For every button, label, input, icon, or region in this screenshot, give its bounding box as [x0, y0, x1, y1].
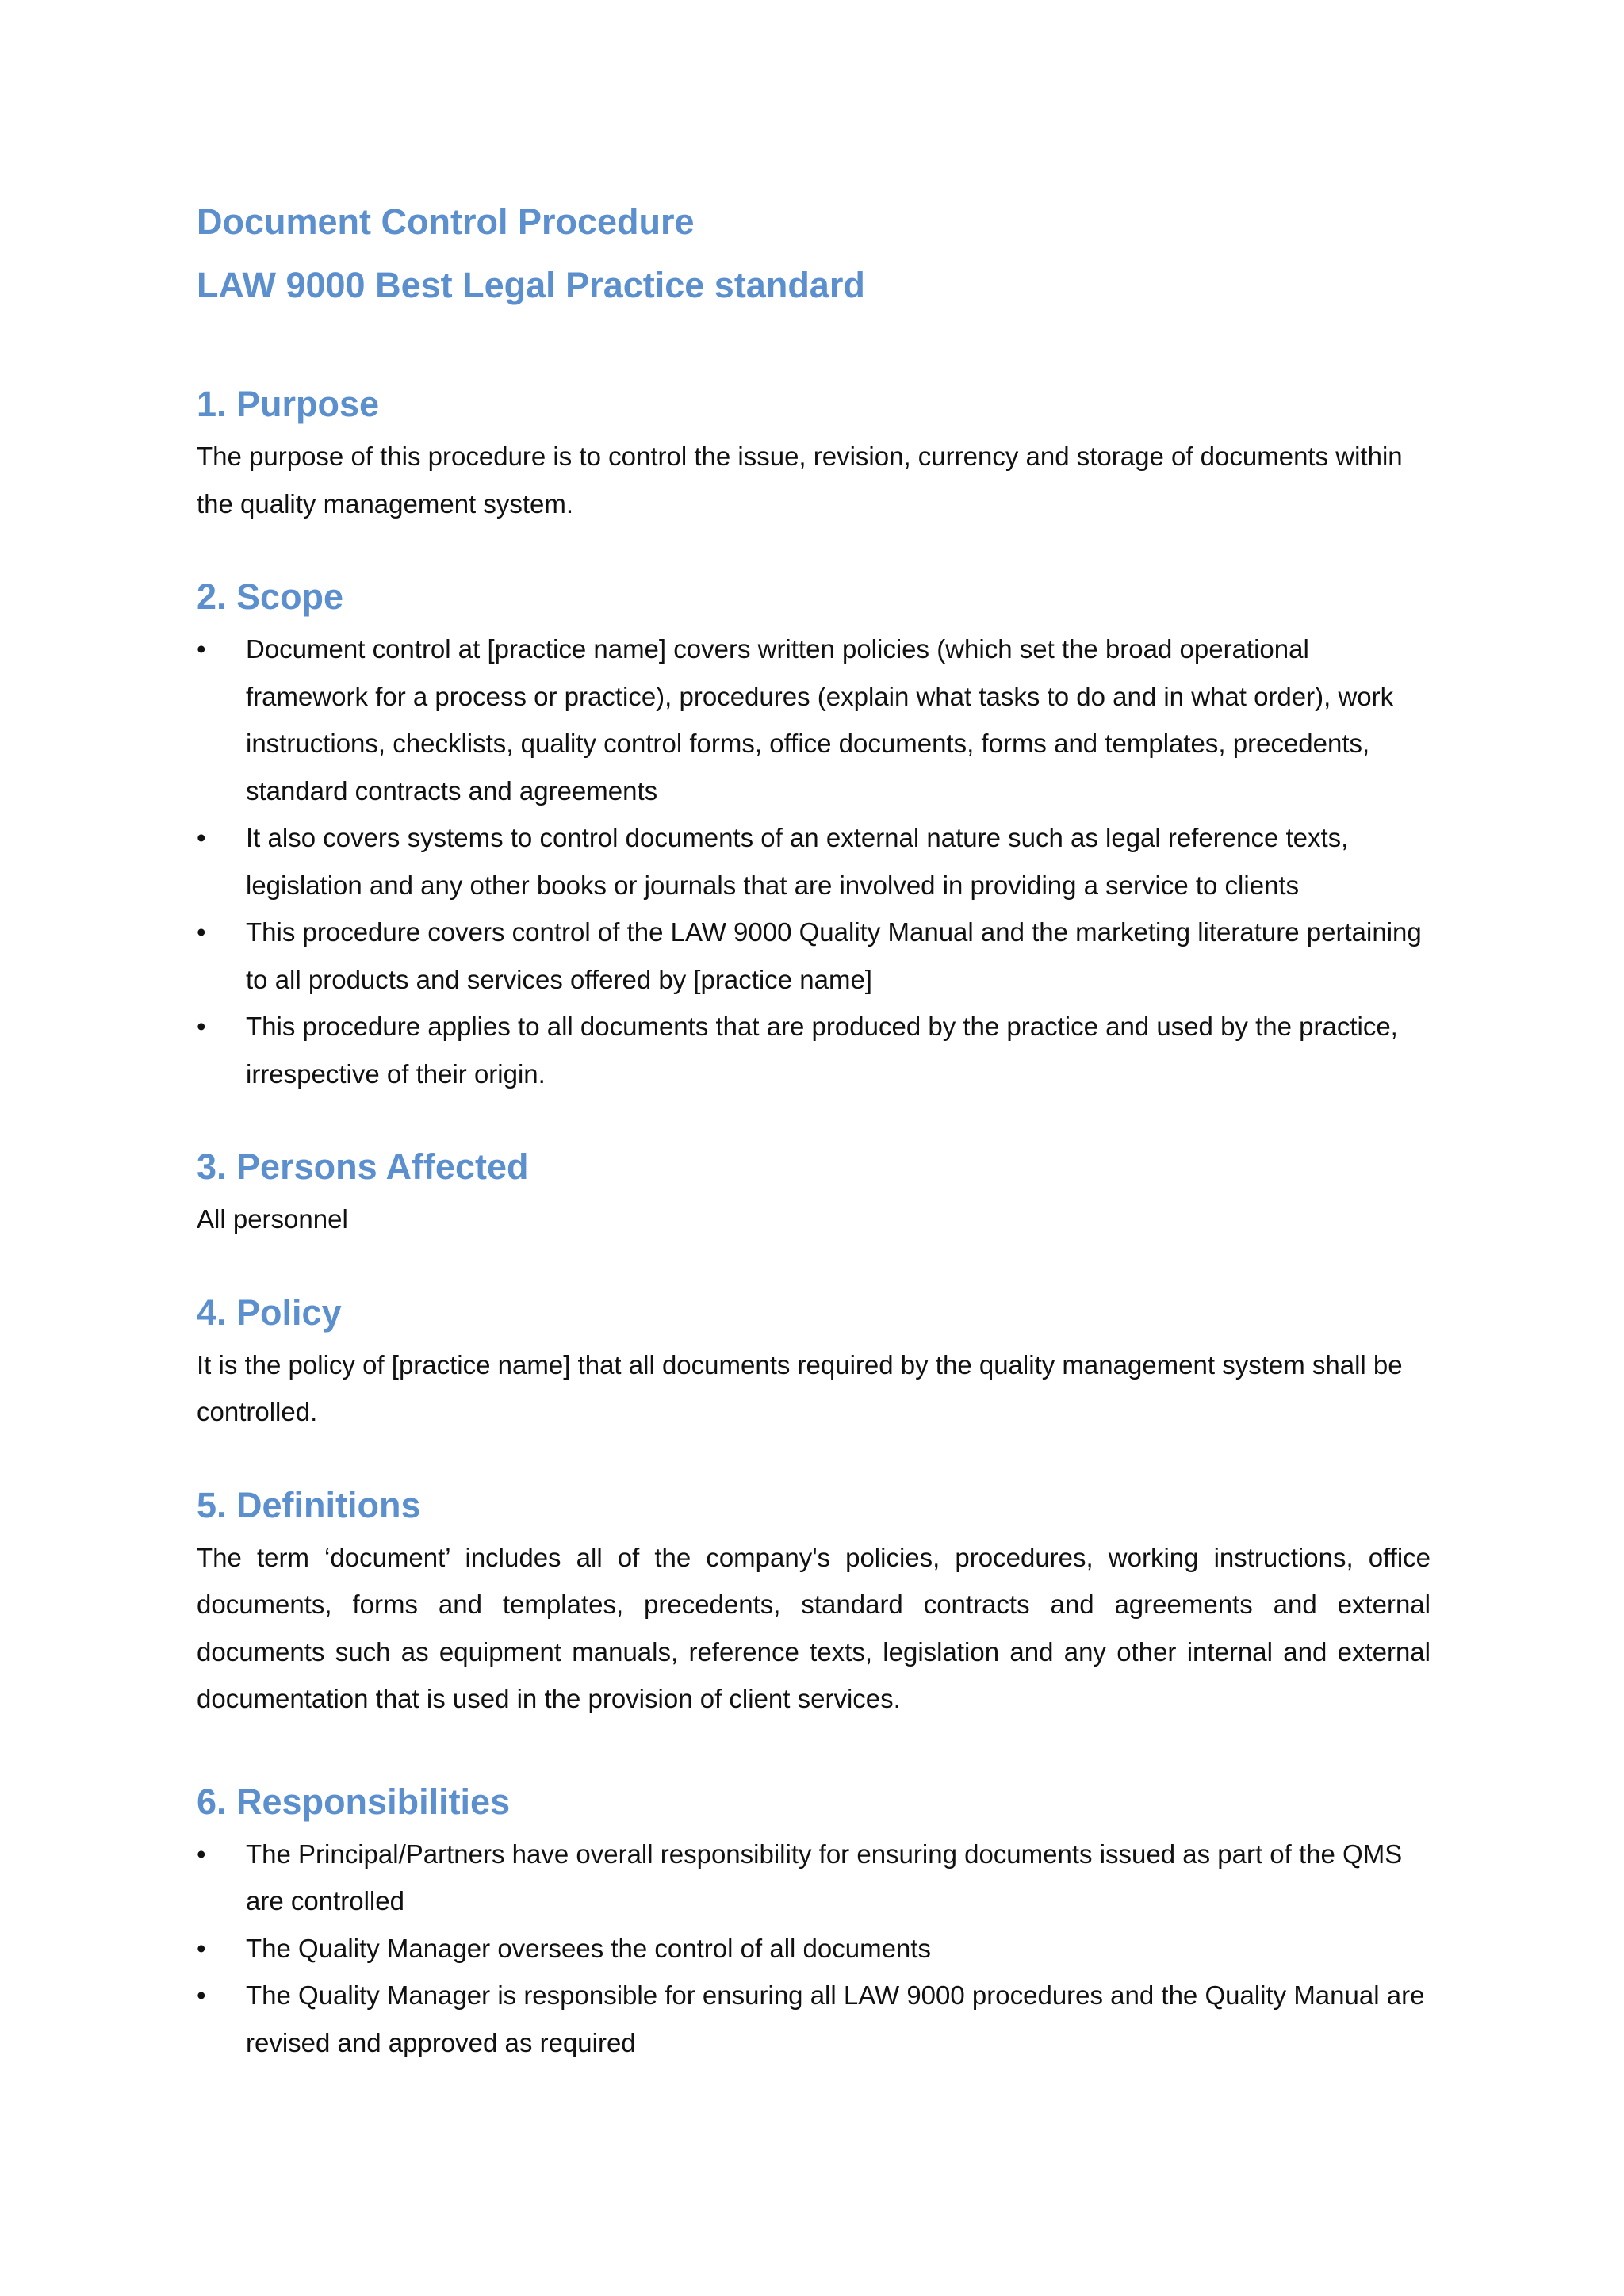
list-item — [197, 1925, 1431, 1973]
list-item — [197, 1972, 1431, 2066]
list-item-text: The Quality Manager is responsible for ensuring all LAW 9000 procedures and the Quality Manual are revised and approved as required — [246, 1980, 1425, 2057]
list-item-text: The Quality Manager oversees the control of all documents — [246, 1933, 931, 1963]
section-policy — [197, 1289, 1431, 1436]
section-body: It is the policy of [practice name] that all documents required by the quality management system shall be controlled. — [197, 1349, 1403, 1426]
section-definitions — [197, 1482, 1431, 1723]
document-title-line-2: LAW 9000 Best Legal Practice standard — [197, 265, 865, 305]
section-heading: 4. Policy — [197, 1292, 342, 1333]
list-item — [197, 626, 1431, 814]
section-body: The term ‘document’ includes all of the company's policies, procedures, working instructions, office documents, forms and templates, precedents, standard contracts and agreements and external documents such as equipment manuals, reference texts, legislation and any other internal and external documentation that is used in the provision of client services. — [197, 1542, 1431, 1713]
bullet-list — [197, 626, 1431, 1097]
section-body: All personnel — [197, 1204, 348, 1234]
section-purpose — [197, 381, 1431, 527]
list-item-text: It also covers systems to control documents of an external nature such as legal reference texts, legislation and any other books or journals that are involved in providing a service to clients — [246, 823, 1349, 900]
bullet-icon: • — [197, 634, 206, 664]
bullet-icon: • — [197, 1839, 206, 1869]
list-item-text: This procedure applies to all documents that are produced by the practice and used by the practice, irrespective of their origin. — [246, 1012, 1398, 1089]
list-item-text: The Principal/Partners have overall responsibility for ensuring documents issued as part of the QMS are controlled — [246, 1839, 1403, 1915]
section-persons-affected — [197, 1143, 1431, 1243]
section-heading: 2. Scope — [197, 576, 344, 617]
bullet-list — [197, 1831, 1431, 2067]
section-heading: 6. Responsibilities — [197, 1781, 511, 1822]
section-heading: 5. Definitions — [197, 1484, 421, 1525]
list-item-text: Document control at [practice name] covers written policies (which set the broad operational framework for a process or practice), procedures (explain what tasks to do and in what order), work instructions, checklists, quality control forms, office documents, forms and templates, precedents, standard contracts and agreements — [246, 634, 1394, 806]
bullet-icon: • — [197, 917, 206, 947]
section-scope — [197, 573, 1431, 1097]
list-item — [197, 909, 1431, 1003]
list-item — [197, 814, 1431, 909]
list-item — [197, 1831, 1431, 1925]
section-responsibilities — [197, 1778, 1431, 2067]
section-body: The purpose of this procedure is to control the issue, revision, currency and storage of documents within the quality management system. — [197, 442, 1403, 519]
section-heading: 3. Persons Affected — [197, 1146, 529, 1187]
list-item-text: This procedure covers control of the LAW 9000 Quality Manual and the marketing literature pertaining to all products and services offered by [practice name] — [246, 917, 1422, 994]
bullet-icon: • — [197, 1933, 206, 1963]
list-item — [197, 1003, 1431, 1097]
document-title-line-1: Document Control Procedure — [197, 201, 695, 242]
bullet-icon: • — [197, 823, 206, 852]
bullet-icon: • — [197, 1012, 206, 1041]
document-page — [197, 190, 1431, 2066]
bullet-icon: • — [197, 1980, 206, 2010]
document-title — [197, 190, 1431, 317]
section-heading: 1. Purpose — [197, 384, 380, 424]
